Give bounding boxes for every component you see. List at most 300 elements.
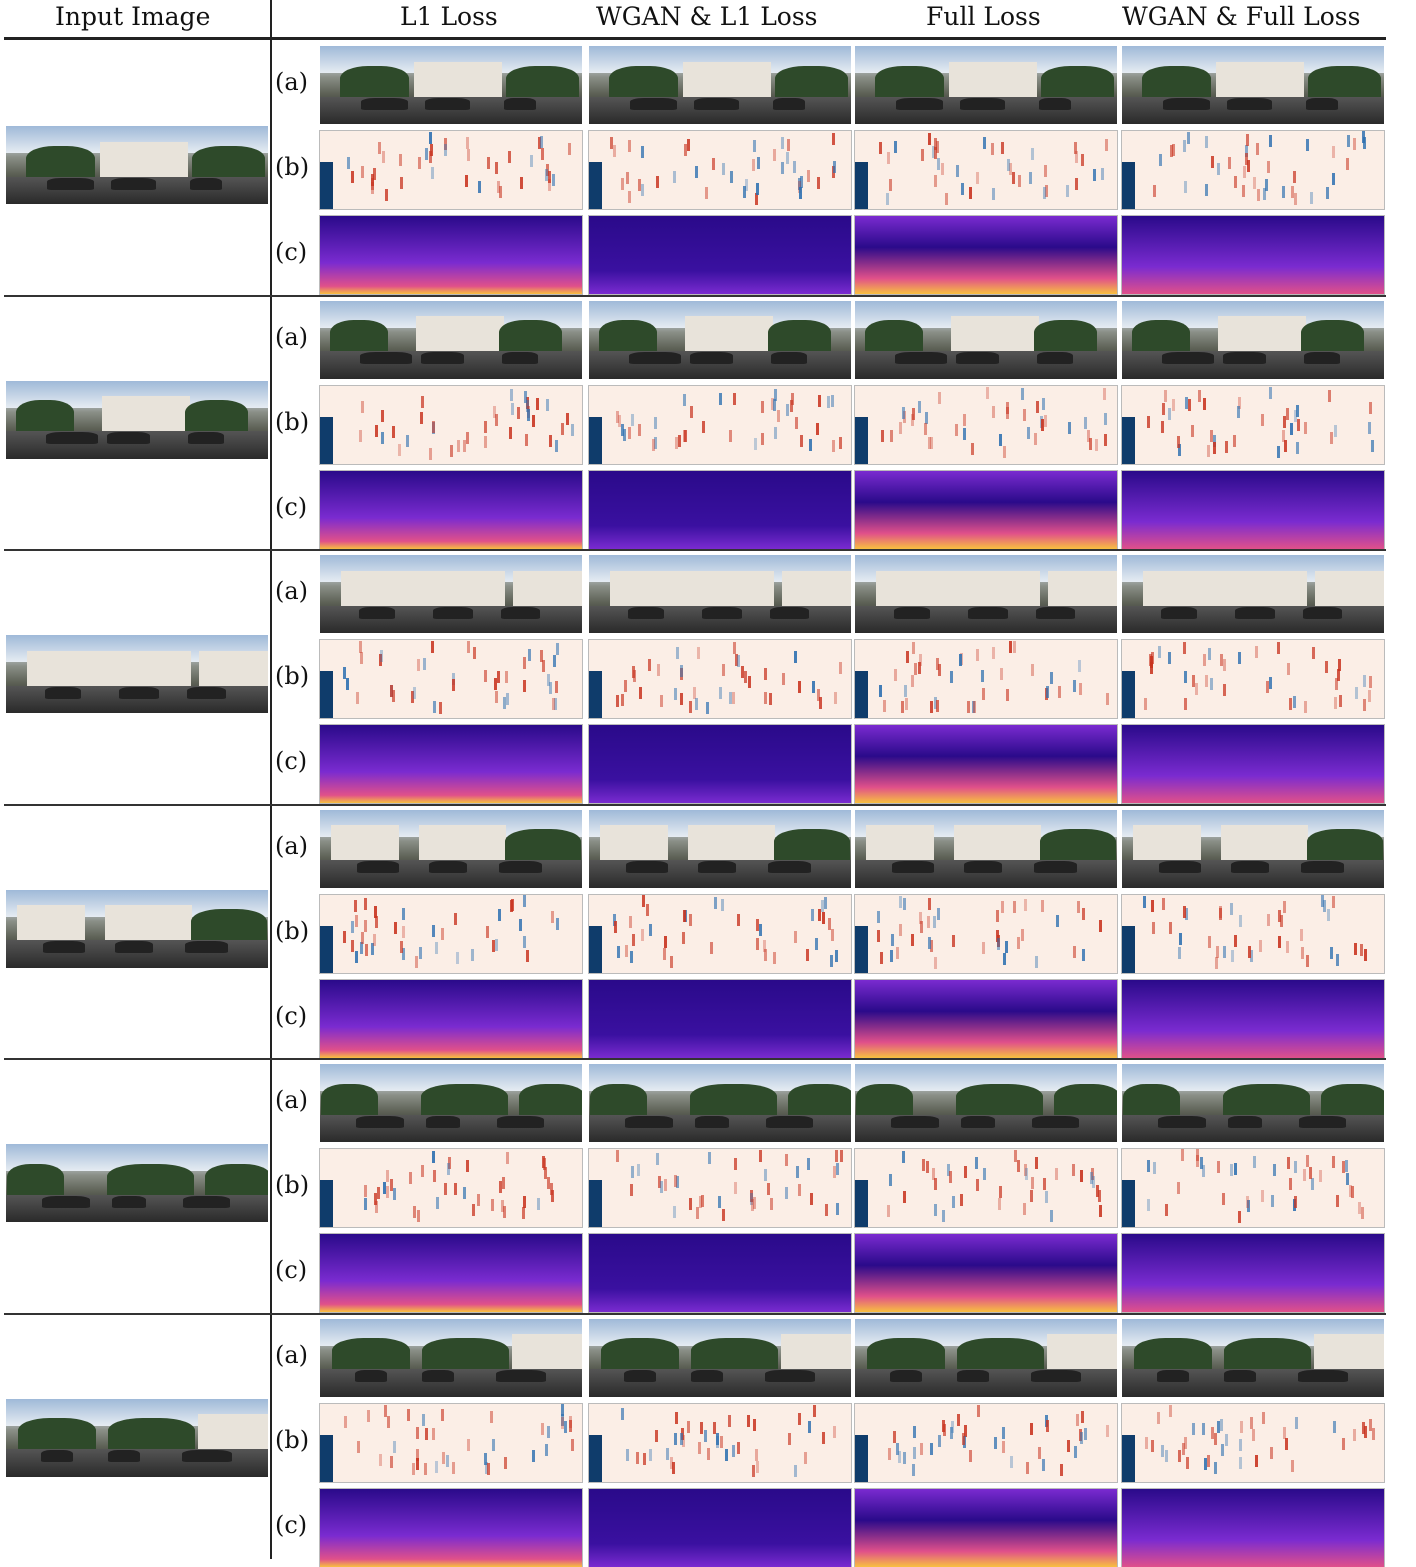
error-speck xyxy=(824,897,827,909)
error-speck xyxy=(1165,1450,1168,1462)
depth-map xyxy=(589,216,851,294)
error-map xyxy=(855,131,1117,209)
error-map xyxy=(855,1149,1117,1227)
error-speck xyxy=(1334,425,1337,437)
error-speck xyxy=(1213,442,1216,454)
error-speck xyxy=(487,157,490,169)
error-speck xyxy=(642,895,645,907)
photo-vehicle xyxy=(1304,352,1340,364)
error-speck xyxy=(733,393,736,405)
error-speck xyxy=(423,658,426,670)
photo-vehicle xyxy=(1299,1116,1346,1128)
row-label: (b) xyxy=(275,407,310,436)
error-speck xyxy=(822,1432,825,1444)
photo-vehicle xyxy=(41,1450,73,1462)
error-speck xyxy=(398,444,401,456)
error-speck xyxy=(522,1207,525,1219)
error-map xyxy=(855,1404,1117,1482)
error-speck xyxy=(1183,906,1186,918)
error-speck xyxy=(879,142,882,154)
error-speck xyxy=(1075,151,1078,163)
error-speck xyxy=(1204,1458,1207,1470)
photo-structure xyxy=(782,571,851,606)
error-speck xyxy=(1162,403,1165,415)
error-speck xyxy=(473,647,476,659)
error-speck xyxy=(830,955,833,967)
error-speck xyxy=(670,956,673,968)
photo-structure xyxy=(1143,571,1222,606)
error-speck xyxy=(890,430,893,442)
error-speck xyxy=(911,675,914,687)
error-speck xyxy=(421,396,424,408)
error-speck xyxy=(1075,178,1078,190)
error-speck xyxy=(551,911,554,923)
error-speck xyxy=(761,433,764,445)
photo-vehicle xyxy=(119,687,159,699)
depth-map xyxy=(1122,1489,1384,1567)
photo-vehicle xyxy=(765,1370,815,1382)
photo-vehicle xyxy=(1031,1370,1081,1382)
error-speck xyxy=(390,1456,393,1468)
error-speck xyxy=(446,1455,449,1467)
error-speck xyxy=(683,394,686,406)
error-speck xyxy=(1023,1203,1026,1215)
error-speck xyxy=(1184,671,1187,683)
error-speck xyxy=(1246,1196,1249,1208)
photo-vehicle xyxy=(187,687,226,699)
error-speck xyxy=(549,435,552,447)
error-speck xyxy=(417,1210,420,1222)
error-speck xyxy=(520,177,523,189)
error-speck xyxy=(430,144,433,156)
error-speck xyxy=(361,401,364,413)
error-speck xyxy=(1363,675,1366,687)
error-border-region xyxy=(855,162,868,209)
error-speck xyxy=(1007,159,1010,171)
error-speck xyxy=(827,396,830,408)
error-speck xyxy=(1325,661,1328,673)
photo-vehicle xyxy=(356,1116,404,1128)
depth-map xyxy=(855,1234,1117,1312)
error-speck xyxy=(1106,693,1109,705)
error-speck xyxy=(433,701,436,713)
photo-vehicle xyxy=(112,1196,147,1208)
photo-vehicle xyxy=(504,98,536,110)
photo-vehicle xyxy=(625,1116,673,1128)
error-speck xyxy=(632,666,635,678)
error-speck xyxy=(696,1207,699,1219)
error-speck xyxy=(1101,168,1104,180)
error-speck xyxy=(998,1198,1001,1210)
error-speck xyxy=(937,908,940,920)
error-speck xyxy=(747,1415,750,1427)
error-speck xyxy=(905,698,908,710)
reconstruction-image xyxy=(855,46,1117,124)
error-speck xyxy=(674,1433,677,1445)
error-speck xyxy=(1143,896,1146,908)
photo-vehicle xyxy=(501,607,540,619)
error-speck xyxy=(626,1449,629,1461)
error-speck xyxy=(730,171,733,183)
error-speck xyxy=(1034,433,1037,445)
photo-vehicle xyxy=(1159,861,1201,873)
error-speck xyxy=(877,911,880,923)
error-border-region xyxy=(589,671,602,718)
error-speck xyxy=(1330,432,1333,444)
error-speck xyxy=(964,1166,967,1178)
error-speck xyxy=(413,1206,416,1218)
photo-vehicle xyxy=(433,607,473,619)
error-speck xyxy=(903,1452,906,1464)
error-speck xyxy=(938,664,941,676)
error-speck xyxy=(697,647,700,659)
photo-vehicle xyxy=(421,352,463,364)
error-speck xyxy=(1214,1433,1217,1445)
error-speck xyxy=(1045,1191,1048,1203)
error-speck xyxy=(532,415,535,427)
error-speck xyxy=(506,1152,509,1164)
error-map xyxy=(589,1149,851,1227)
error-speck xyxy=(698,1442,701,1454)
error-speck xyxy=(1035,1157,1038,1169)
error-speck xyxy=(770,1198,773,1210)
error-speck xyxy=(466,137,469,149)
error-speck xyxy=(571,424,574,436)
error-speck xyxy=(1238,652,1241,664)
error-speck xyxy=(1076,1414,1079,1426)
error-speck xyxy=(504,1457,507,1469)
error-speck xyxy=(649,1449,652,1461)
error-speck xyxy=(1346,158,1349,170)
error-speck xyxy=(1353,138,1356,150)
error-speck xyxy=(549,682,552,694)
error-speck xyxy=(1336,954,1339,966)
photo-structure xyxy=(781,1334,851,1369)
error-speck xyxy=(444,1183,447,1195)
photo-structure xyxy=(951,316,1039,351)
error-speck xyxy=(936,700,939,712)
error-speck xyxy=(540,136,543,148)
error-speck xyxy=(912,408,915,420)
error-speck xyxy=(365,944,368,956)
error-speck xyxy=(1327,909,1330,921)
error-speck xyxy=(734,1182,737,1194)
error-speck xyxy=(463,440,466,452)
error-speck xyxy=(1233,435,1236,447)
error-speck xyxy=(714,897,717,909)
error-speck xyxy=(356,692,359,704)
error-speck xyxy=(809,439,812,451)
row-label: (c) xyxy=(275,238,308,266)
error-speck xyxy=(382,151,385,163)
error-speck xyxy=(412,1463,415,1475)
error-speck xyxy=(508,151,511,163)
photo-structure xyxy=(419,825,506,860)
error-speck xyxy=(1080,1170,1083,1182)
error-speck xyxy=(355,915,358,927)
photo-structure xyxy=(185,400,248,431)
photo-structure xyxy=(332,1338,410,1369)
header-full-loss: Full Loss xyxy=(926,2,1041,31)
error-speck xyxy=(963,428,966,440)
error-speck xyxy=(887,1205,890,1217)
error-speck xyxy=(891,934,894,946)
photo-vehicle xyxy=(896,98,943,110)
error-speck xyxy=(942,1210,945,1222)
error-speck xyxy=(1234,935,1237,947)
error-speck xyxy=(1221,1444,1224,1456)
error-speck xyxy=(934,957,937,969)
error-speck xyxy=(933,916,936,928)
error-border-region xyxy=(320,1435,333,1482)
error-speck xyxy=(1304,701,1307,713)
error-speck xyxy=(942,1420,945,1432)
error-speck xyxy=(996,910,999,922)
error-speck xyxy=(1304,422,1307,434)
error-speck xyxy=(764,692,767,704)
error-speck xyxy=(1006,407,1009,419)
error-speck xyxy=(561,423,564,435)
error-speck xyxy=(419,947,422,959)
error-speck xyxy=(976,649,979,661)
error-speck xyxy=(498,909,501,921)
error-border-region xyxy=(1122,162,1135,209)
error-speck xyxy=(1198,390,1201,402)
photo-vehicle xyxy=(1231,861,1268,873)
error-speck xyxy=(1043,1178,1046,1190)
error-speck xyxy=(439,702,442,714)
reconstruction-image xyxy=(1122,46,1384,124)
photo-structure xyxy=(600,825,669,860)
error-speck xyxy=(1363,699,1366,711)
error-speck xyxy=(924,423,927,435)
error-speck xyxy=(1172,399,1175,411)
error-speck xyxy=(719,393,722,405)
error-speck xyxy=(1184,181,1187,193)
error-speck xyxy=(1044,415,1047,427)
error-speck xyxy=(1286,408,1289,420)
photo-structure xyxy=(340,66,410,97)
error-map xyxy=(320,1404,582,1482)
error-speck xyxy=(347,157,350,169)
error-speck xyxy=(704,1430,707,1442)
photo-vehicle xyxy=(111,178,156,190)
error-speck xyxy=(1021,388,1024,400)
photo-structure xyxy=(953,571,1041,606)
depth-map xyxy=(589,725,851,803)
error-speck xyxy=(785,1154,788,1166)
error-speck xyxy=(346,678,349,690)
error-speck xyxy=(918,662,921,674)
error-speck xyxy=(1237,406,1240,418)
error-speck xyxy=(639,687,642,699)
error-speck xyxy=(506,693,509,705)
error-speck xyxy=(652,439,655,451)
error-speck xyxy=(387,1416,390,1428)
error-speck xyxy=(1245,153,1248,165)
photo-vehicle xyxy=(1228,1116,1263,1128)
error-speck xyxy=(1342,1438,1345,1450)
error-map xyxy=(1122,386,1384,464)
photo-structure xyxy=(416,316,504,351)
error-speck xyxy=(416,1449,419,1461)
photo-structure xyxy=(774,829,849,860)
error-speck xyxy=(769,693,772,705)
error-speck xyxy=(1038,1447,1041,1459)
error-speck xyxy=(877,930,880,942)
error-speck xyxy=(613,145,616,157)
photo-vehicle xyxy=(626,861,668,873)
error-speck xyxy=(683,910,686,922)
error-speck xyxy=(1009,641,1012,653)
error-speck xyxy=(569,1416,572,1428)
error-speck xyxy=(1250,1417,1253,1429)
error-speck xyxy=(1353,1429,1356,1441)
error-speck xyxy=(676,647,679,659)
error-speck xyxy=(690,406,693,418)
error-speck xyxy=(1223,684,1226,696)
error-speck xyxy=(1021,929,1024,941)
reconstruction-image xyxy=(1122,1064,1384,1142)
error-map xyxy=(1122,1404,1384,1482)
photo-structure xyxy=(505,829,580,860)
error-speck xyxy=(1001,901,1004,913)
error-speck xyxy=(887,152,890,164)
photo-structure xyxy=(512,1334,582,1369)
error-speck xyxy=(1078,660,1081,672)
reconstruction-image xyxy=(320,1064,582,1142)
photo-vehicle xyxy=(892,861,934,873)
depth-map xyxy=(855,980,1117,1058)
photo-vehicle xyxy=(1163,98,1210,110)
photo-vehicle xyxy=(890,1370,922,1382)
error-speck xyxy=(1099,920,1102,932)
error-speck xyxy=(930,437,933,449)
row-label: (a) xyxy=(275,68,309,96)
error-speck xyxy=(794,931,797,943)
error-border-region xyxy=(589,926,602,973)
error-speck xyxy=(629,916,632,928)
error-speck xyxy=(495,691,498,703)
error-speck xyxy=(1369,402,1372,414)
photo-vehicle xyxy=(502,352,538,364)
error-speck xyxy=(1145,1437,1148,1449)
input-image-street-houses xyxy=(6,381,268,459)
error-speck xyxy=(421,1165,424,1177)
error-speck xyxy=(1202,1165,1205,1177)
error-speck xyxy=(674,688,677,700)
error-speck xyxy=(1177,436,1180,448)
error-speck xyxy=(424,1463,427,1475)
error-speck xyxy=(641,929,644,941)
error-speck xyxy=(616,1150,619,1162)
photo-structure xyxy=(199,651,268,686)
error-speck xyxy=(1225,1434,1228,1446)
photo-vehicle xyxy=(629,352,681,364)
error-speck xyxy=(1147,1199,1150,1211)
error-speck xyxy=(466,1160,469,1172)
error-speck xyxy=(399,154,402,166)
error-speck xyxy=(1152,922,1155,934)
depth-map xyxy=(320,1489,582,1567)
error-speck xyxy=(734,1158,737,1170)
error-speck xyxy=(741,666,744,678)
error-speck xyxy=(1223,659,1226,671)
photo-structure xyxy=(100,142,188,177)
error-speck xyxy=(664,1179,667,1191)
error-speck xyxy=(930,1443,933,1455)
error-speck xyxy=(894,141,897,153)
error-speck xyxy=(425,148,428,160)
error-speck xyxy=(552,698,555,710)
error-speck xyxy=(523,1196,526,1208)
error-speck xyxy=(812,681,815,693)
error-speck xyxy=(1368,690,1371,702)
photo-structure xyxy=(108,1418,195,1449)
error-speck xyxy=(351,921,354,933)
error-speck xyxy=(941,163,944,175)
error-speck xyxy=(425,1428,428,1440)
error-speck xyxy=(537,1198,540,1210)
error-speck xyxy=(999,1186,1002,1198)
error-speck xyxy=(903,898,906,910)
error-speck xyxy=(641,184,644,196)
photo-structure xyxy=(1048,571,1117,606)
photo-vehicle xyxy=(115,941,152,953)
error-speck xyxy=(381,410,384,422)
error-speck xyxy=(1031,664,1034,676)
error-speck xyxy=(1023,409,1026,421)
error-speck xyxy=(1282,186,1285,198)
error-speck xyxy=(542,660,545,672)
error-speck xyxy=(632,934,635,946)
error-speck xyxy=(1025,1168,1028,1180)
error-speck xyxy=(648,659,651,671)
error-speck xyxy=(751,1199,754,1211)
error-speck xyxy=(530,155,533,167)
error-speck xyxy=(1371,440,1374,452)
error-speck xyxy=(753,140,756,152)
error-speck xyxy=(1295,1417,1298,1429)
error-speck xyxy=(1253,177,1256,189)
photo-vehicle xyxy=(771,352,807,364)
error-speck xyxy=(992,406,995,418)
error-speck xyxy=(1159,154,1162,166)
error-speck xyxy=(393,1441,396,1453)
error-speck xyxy=(495,414,498,426)
error-speck xyxy=(708,1152,711,1164)
row-label: (a) xyxy=(275,1340,309,1369)
error-speck xyxy=(444,144,447,156)
error-speck xyxy=(429,448,432,460)
error-speck xyxy=(732,692,735,704)
error-speck xyxy=(752,159,755,171)
error-speck xyxy=(556,643,559,655)
error-speck xyxy=(822,912,825,924)
photo-vehicle xyxy=(1306,98,1338,110)
error-speck xyxy=(997,938,1000,950)
error-speck xyxy=(959,654,962,666)
error-speck xyxy=(818,909,821,921)
photo-structure xyxy=(956,1084,1043,1115)
photo-structure xyxy=(107,1164,194,1195)
photo-vehicle xyxy=(361,98,408,110)
error-speck xyxy=(400,941,403,953)
depth-map xyxy=(855,725,1117,803)
error-speck xyxy=(505,671,508,683)
error-speck xyxy=(981,670,984,682)
photo-vehicle xyxy=(1157,1370,1189,1382)
